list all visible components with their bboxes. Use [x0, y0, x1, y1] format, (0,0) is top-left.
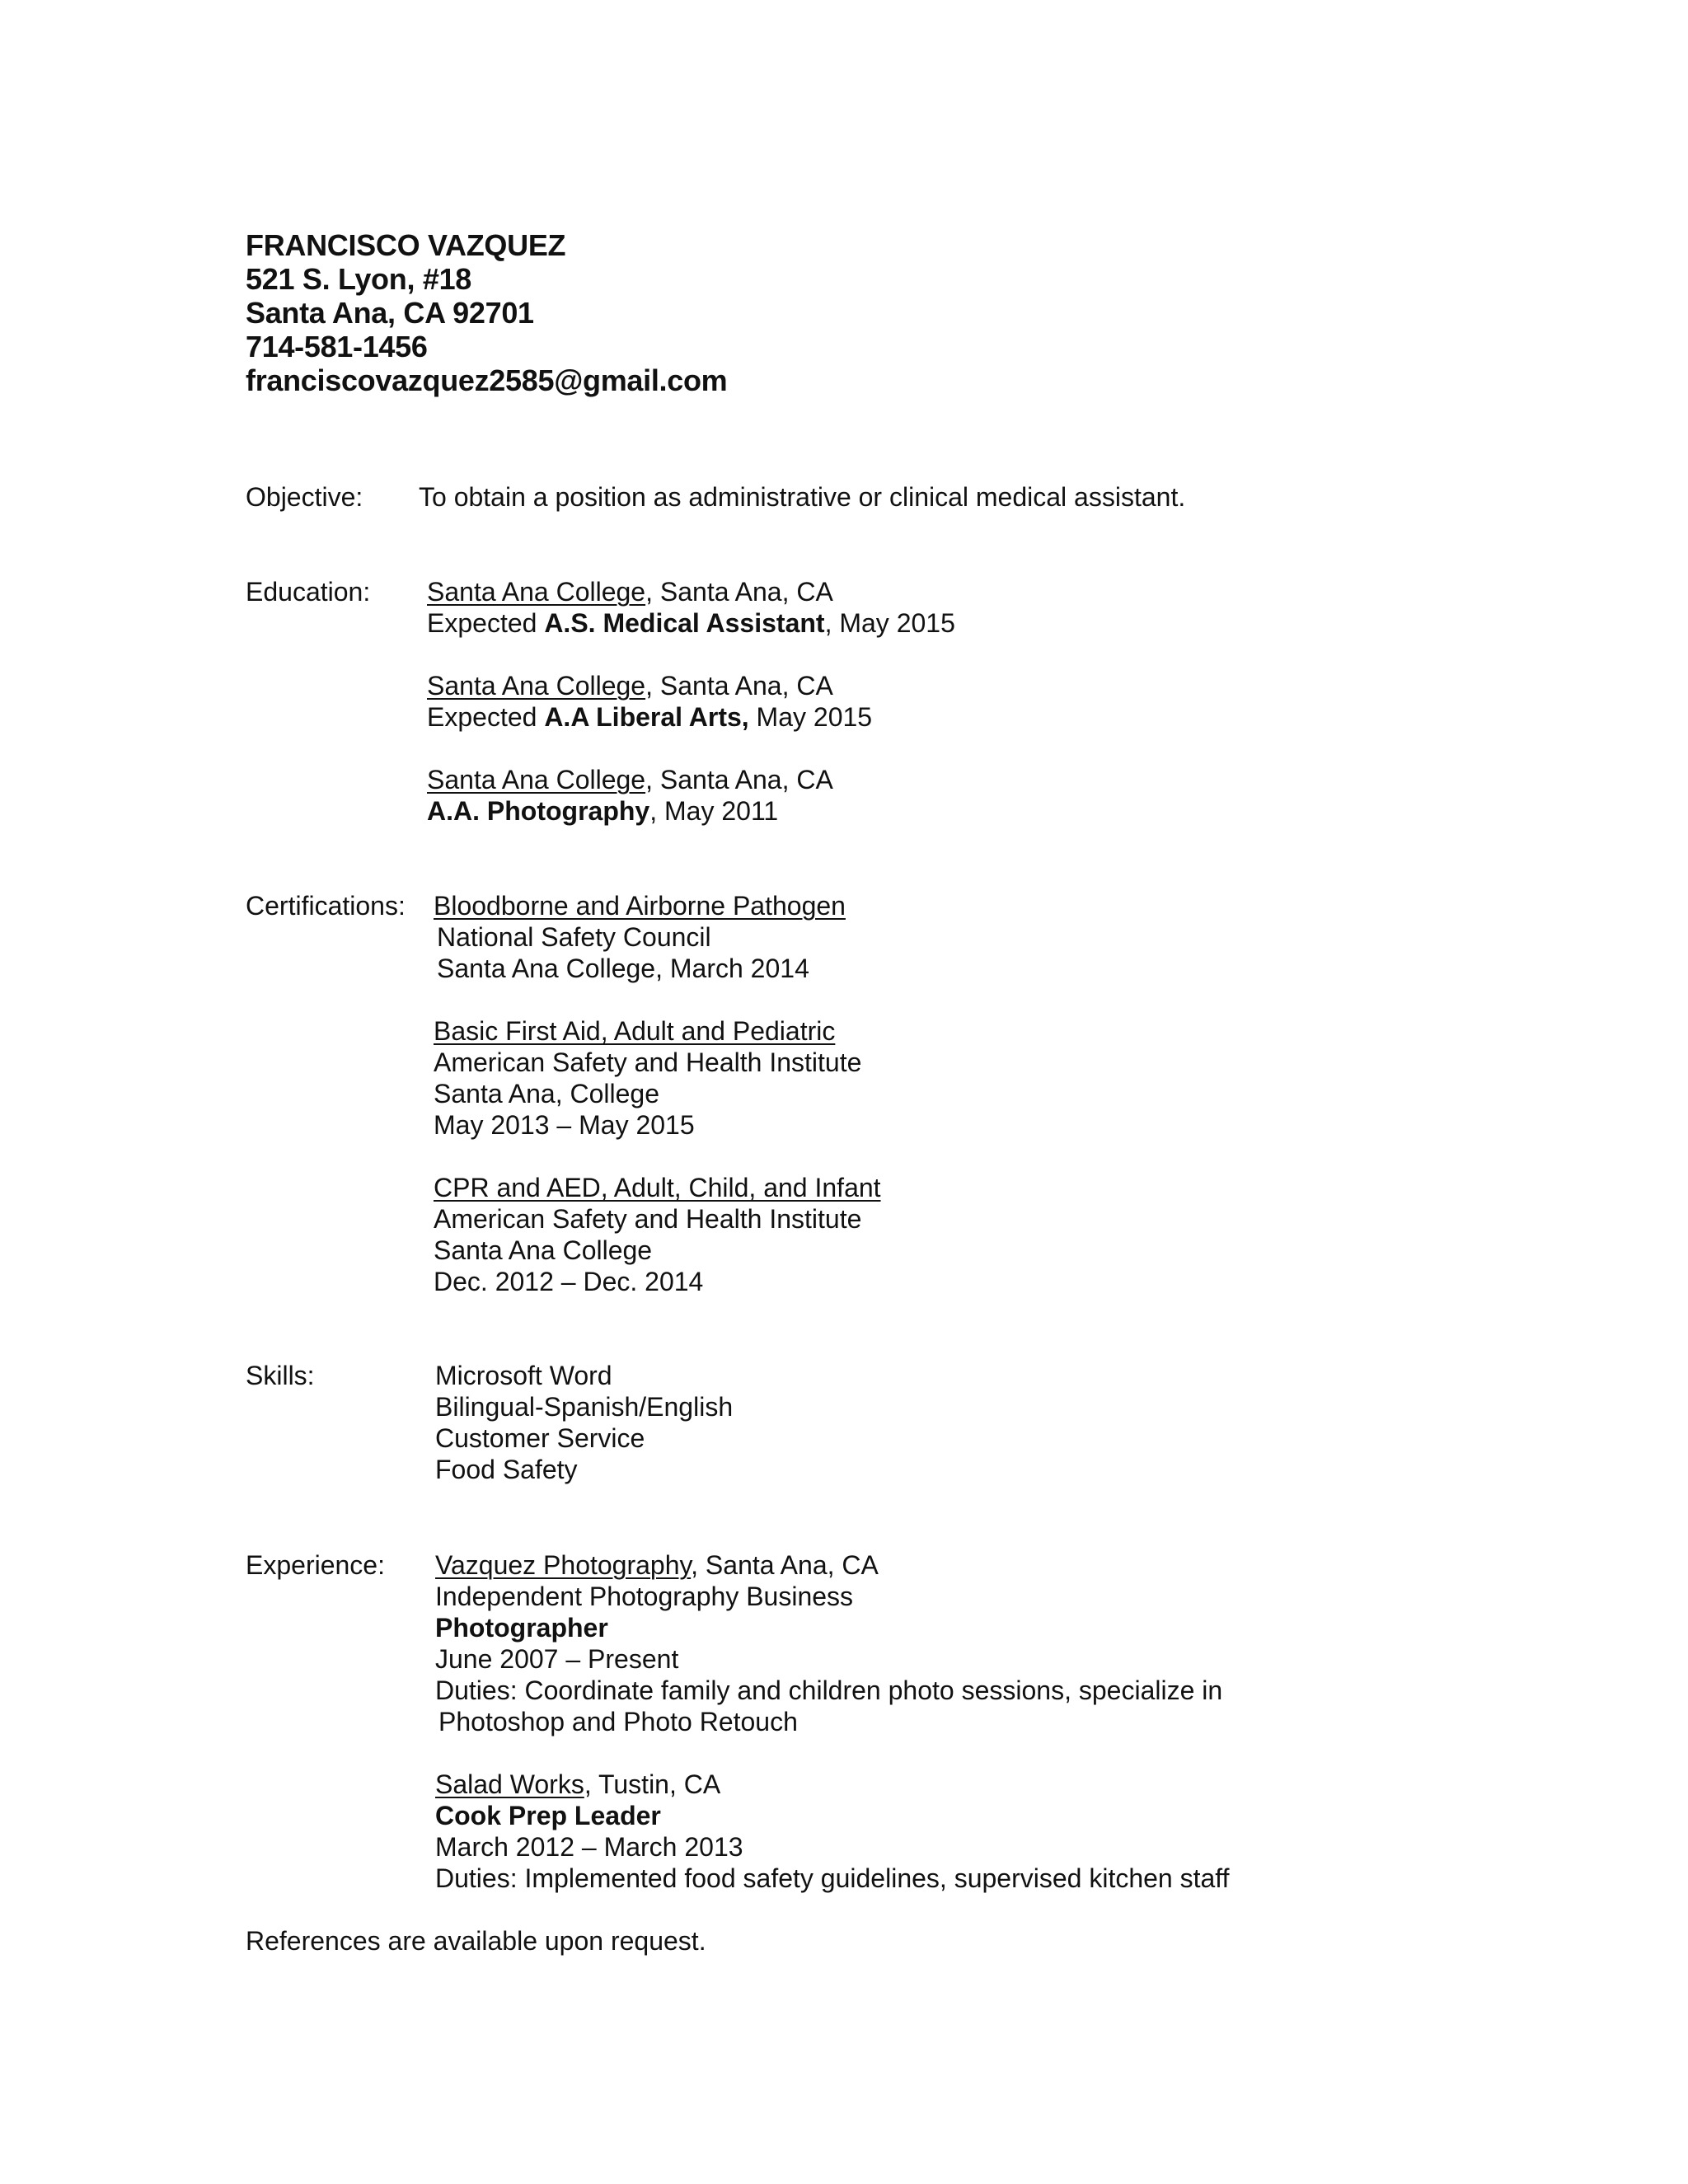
job-dates: March 2012 – March 2013	[435, 1832, 743, 1862]
applicant-name: FRANCISCO VAZQUEZ	[246, 228, 566, 262]
degree-date: , May 2015	[824, 608, 955, 638]
school-location: , Santa Ana, CA	[645, 765, 833, 794]
objective-text: To obtain a position as administrative or clinical medical assistant.	[419, 482, 1186, 512]
education-label: Education:	[246, 577, 371, 607]
company-name: Salad Works	[435, 1769, 584, 1799]
degree-prefix: Expected	[427, 702, 545, 732]
skills-label: Skills:	[246, 1361, 315, 1390]
contact-header	[246, 228, 727, 397]
degree-date: , May 2011	[649, 796, 779, 826]
degree-date: May 2015	[748, 702, 873, 732]
email-address: franciscovazquez2585@gmail.com	[246, 363, 728, 397]
address-line-2: Santa Ana, CA 92701	[246, 296, 534, 330]
skill-item: Bilingual-Spanish/English	[435, 1392, 734, 1422]
school-location: , Santa Ana, CA	[645, 577, 833, 607]
skill-item: Food Safety	[435, 1455, 578, 1484]
company-name: Vazquez Photography	[435, 1550, 692, 1580]
certification-title: Basic First Aid, Adult and Pediatric	[434, 1016, 836, 1046]
company-location: , Santa Ana, CA	[691, 1550, 879, 1580]
school-location: , Santa Ana, CA	[645, 671, 833, 701]
phone-number: 714-581-1456	[246, 330, 428, 363]
objective-label: Objective:	[246, 482, 363, 512]
degree-name: A.A Liberal Arts,	[544, 702, 749, 732]
certification-detail: American Safety and Health Institute	[434, 1204, 862, 1234]
certification-title: Bloodborne and Airborne Pathogen	[434, 891, 846, 921]
job-entry	[435, 1769, 1230, 1894]
experience-list	[435, 1549, 1230, 1894]
education-entry	[427, 670, 955, 733]
skills-list	[435, 1360, 733, 1485]
job-duties-continued: Photoshop and Photo Retouch	[438, 1707, 798, 1736]
job-duties: Duties: Implemented food safety guidelines, supervised kitchen staff	[435, 1863, 1230, 1893]
education-entry	[427, 764, 955, 827]
certification-detail: Santa Ana College, March 2014	[437, 954, 809, 983]
degree-prefix: Expected	[427, 608, 545, 638]
job-duties: Duties: Coordinate family and children photo sessions, specialize in	[435, 1675, 1223, 1705]
address-line-1: 521 S. Lyon, #18	[246, 262, 472, 296]
certification-detail: American Safety and Health Institute	[434, 1047, 862, 1077]
certification-detail: May 2013 – May 2015	[434, 1110, 695, 1140]
certification-title: CPR and AED, Adult, Child, and Infant	[434, 1173, 881, 1202]
job-role: Cook Prep Leader	[435, 1801, 661, 1830]
job-entry	[435, 1549, 1230, 1737]
certification-detail: National Safety Council	[437, 922, 711, 952]
certification-entry	[434, 1015, 881, 1141]
education-list	[427, 576, 955, 827]
experience-label: Experience:	[246, 1550, 385, 1580]
school-name: Santa Ana College	[427, 671, 646, 701]
school-name: Santa Ana College	[427, 765, 646, 794]
skill-item: Customer Service	[435, 1423, 645, 1453]
degree-name: A.S. Medical Assistant	[544, 608, 825, 638]
company-location: , Tustin, CA	[584, 1769, 721, 1799]
job-dates: June 2007 – Present	[435, 1644, 679, 1674]
certification-entry	[434, 1172, 881, 1297]
school-name: Santa Ana College	[427, 577, 646, 607]
certification-detail: Santa Ana, College	[434, 1079, 659, 1108]
skill-item: Microsoft Word	[435, 1361, 612, 1390]
certifications-label: Certifications:	[246, 891, 406, 921]
degree-name: A.A. Photography	[427, 796, 650, 826]
education-entry	[427, 576, 955, 639]
job-role: Photographer	[435, 1613, 608, 1643]
certification-entry	[434, 890, 881, 984]
certification-detail: Dec. 2012 – Dec. 2014	[434, 1267, 704, 1296]
certifications-list	[434, 890, 881, 1297]
references-note: References are available upon request.	[246, 1926, 706, 1956]
certification-detail: Santa Ana College	[434, 1235, 653, 1265]
company-subtitle: Independent Photography Business	[435, 1582, 854, 1611]
